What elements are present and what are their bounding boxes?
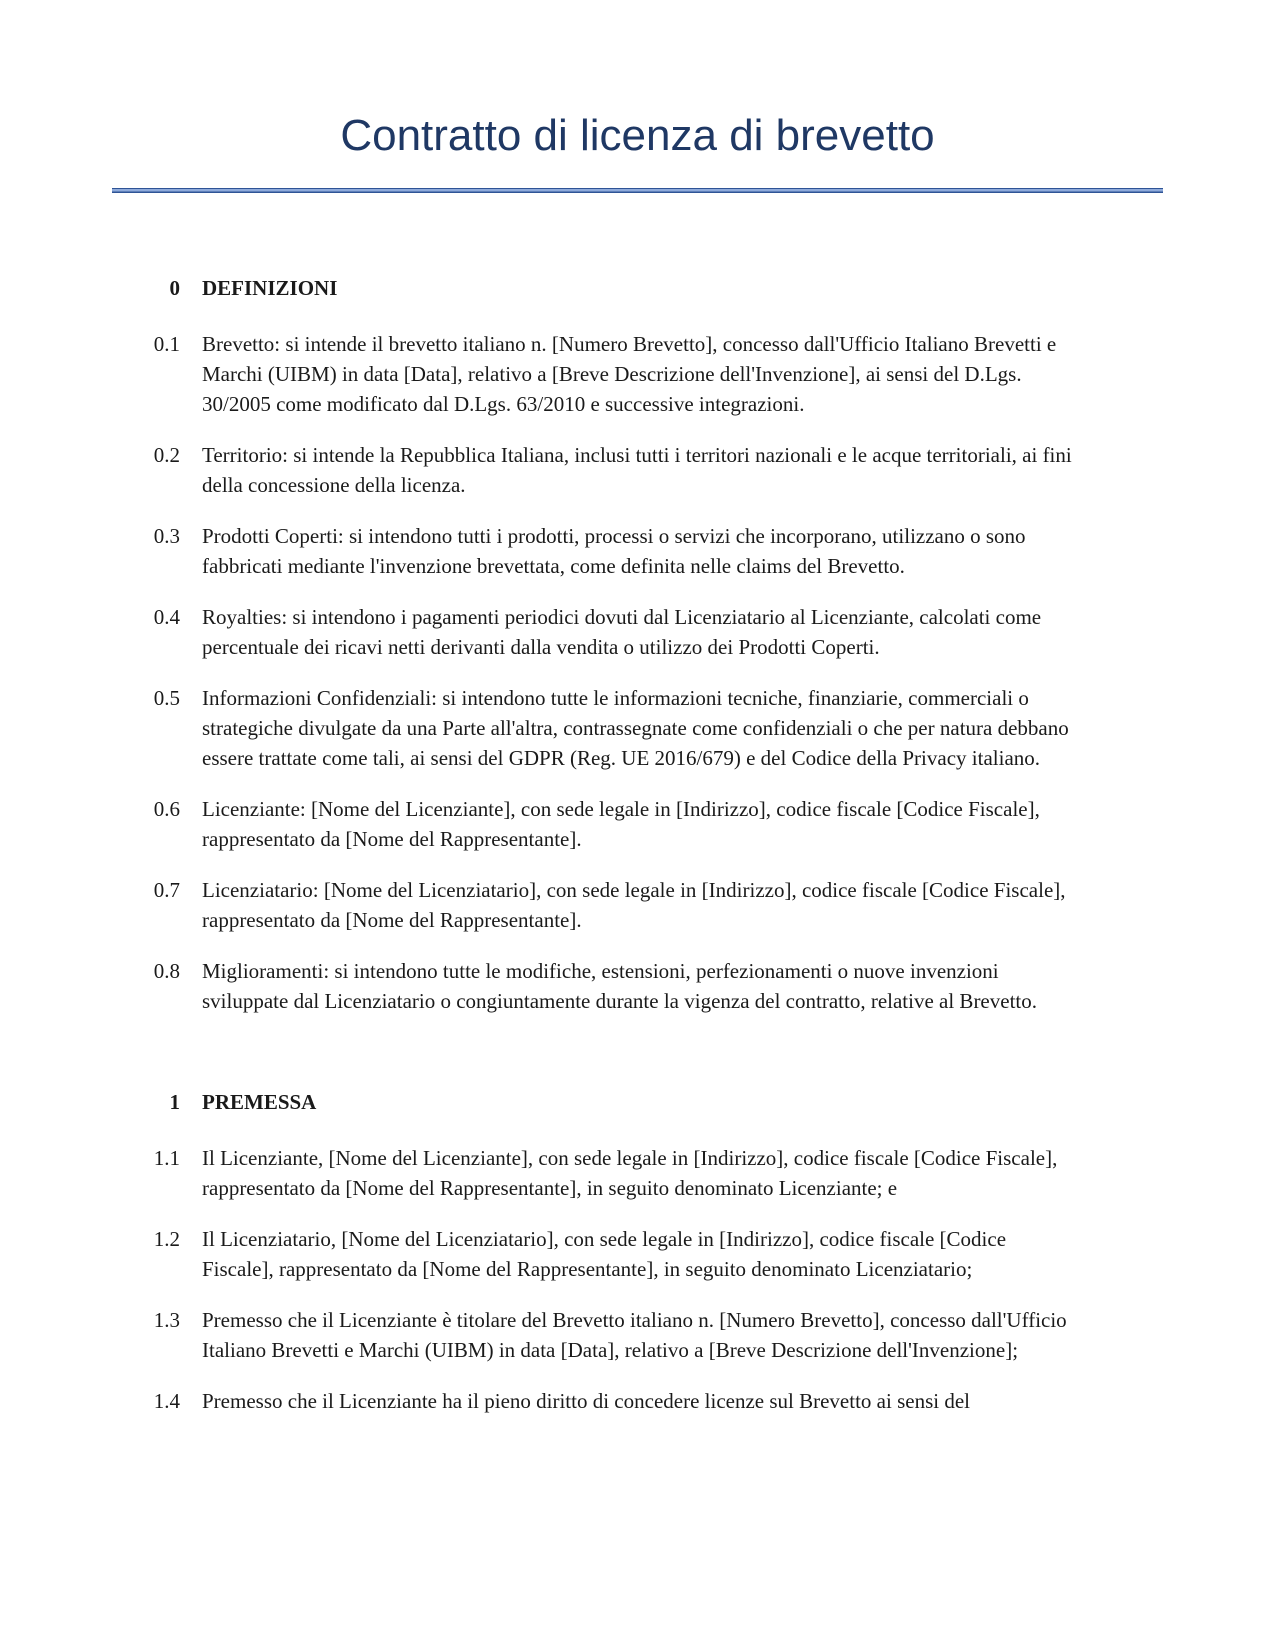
clause-item [112,521,1275,581]
section-heading [112,1087,1275,1117]
clause-number: 0.6 [153,797,180,821]
section-heading [112,273,1275,303]
clause-text: Prodotti Coperti: si intendono tutti i prodotti, processi o servizi che incorporano, utilizzano o sono fabbricati mediante l'invenzione brevettata, come definita nelle claims del Brevetto. [202,524,1026,578]
clause-number: 0.2 [153,443,180,467]
clause-text: Premesso che il Licenziante ha il pieno diritto di concedere licenze sul Brevetto ai sensi del [202,1389,970,1413]
clause-number: 1.2 [153,1227,180,1251]
clause-text: Miglioramenti: si intendono tutte le modifiche, estensioni, perfezionamenti o nuove invenzioni sviluppate dal Licenziatario o congiuntamente durante la vigenza del contratto, relative al Brevetto. [202,959,1037,1013]
clause-item [112,440,1275,500]
clause-item [112,1224,1275,1284]
clause-text: Brevetto: si intende il brevetto italiano n. [Numero Brevetto], concesso dall'Ufficio Italiano Brevetti e Marchi (UIBM) in data [Data], relativo a [Breve Descrizione dell'Invenzione], ai sensi del D.Lgs. 30/2005 come modificato dal D.Lgs. 63/2010 e successive integrazioni. [202,332,1057,416]
clause-item [112,329,1275,419]
clause-text: Il Licenziante, [Nome del Licenziante], con sede legale in [Indirizzo], codice fiscale [Codice Fiscale], rappresentato da [Nome del Rappresentante], in seguito denominato Licenziante; e [202,1146,1058,1200]
clause-item [112,1386,1275,1416]
clause-number: 0.3 [153,524,180,548]
clause-number: 0.1 [153,332,180,356]
clause-item [112,1305,1275,1365]
clause-number: 1.1 [153,1146,180,1170]
section-definizioni [112,273,1275,1016]
clause-item [112,1143,1275,1203]
page-title: Contratto di licenza di brevetto [340,111,935,160]
clause-item [112,602,1275,662]
clause-number: 0.4 [153,605,180,629]
clause-text: Il Licenziatario, [Nome del Licenziatario], con sede legale in [Indirizzo], codice fiscale [Codice Fiscale], rappresentato da [Nome del Rappresentante], in seguito denominato Licenziatario; [202,1227,1007,1281]
clause-text: Royalties: si intendono i pagamenti periodici dovuti dal Licenziatario al Licenziante, calcolati come percentuale dei ricavi netti derivanti dalla vendita o utilizzo dei Prodotti Coperti. [202,605,1042,659]
section-heading-label: PREMESSA [202,1090,317,1114]
clause-text: Licenziante: [Nome del Licenziante], con sede legale in [Indirizzo], codice fiscale [Codice Fiscale], rappresentato da [Nome del Rappresentante]. [202,797,1040,851]
section-number: 0 [169,276,180,300]
clause-number: 0.5 [153,686,180,710]
clause-item [112,956,1275,1016]
clause-item [112,794,1275,854]
clause-text: Informazioni Confidenziali: si intendono tutte le informazioni tecniche, finanziarie, commerciali o strategiche divulgate da una Parte all'altra, contrassegnate come confidenziali o che per natura debbano essere trattate come tali, ai sensi del GDPR (Reg. UE 2016/679) e del Codice della Privacy italiano. [202,686,1069,770]
clause-item [112,683,1275,773]
section-heading-label: DEFINIZIONI [202,276,338,300]
clause-number: 1.4 [153,1389,180,1413]
clause-item [112,875,1275,935]
section-premessa [112,1087,1275,1416]
clause-text: Premesso che il Licenziante è titolare del Brevetto italiano n. [Numero Brevetto], concesso dall'Ufficio Italiano Brevetti e Marchi (UIBM) in data [Data], relativo a [Breve Descrizione dell'Invenzione]; [202,1308,1067,1362]
section-number: 1 [169,1090,180,1114]
clause-number: 1.3 [153,1308,180,1332]
clause-number: 0.8 [153,959,180,983]
title-underline-rule [112,188,1163,193]
clause-number: 0.7 [153,878,180,902]
clause-text: Licenziatario: [Nome del Licenziatario], con sede legale in [Indirizzo], codice fiscale [Codice Fiscale], rappresentato da [Nome del Rappresentante]. [202,878,1066,932]
clause-text: Territorio: si intende la Repubblica Italiana, inclusi tutti i territori nazionali e le acque territoriali, ai fini della concessione della licenza. [202,443,1072,497]
document-body [112,273,1275,1416]
